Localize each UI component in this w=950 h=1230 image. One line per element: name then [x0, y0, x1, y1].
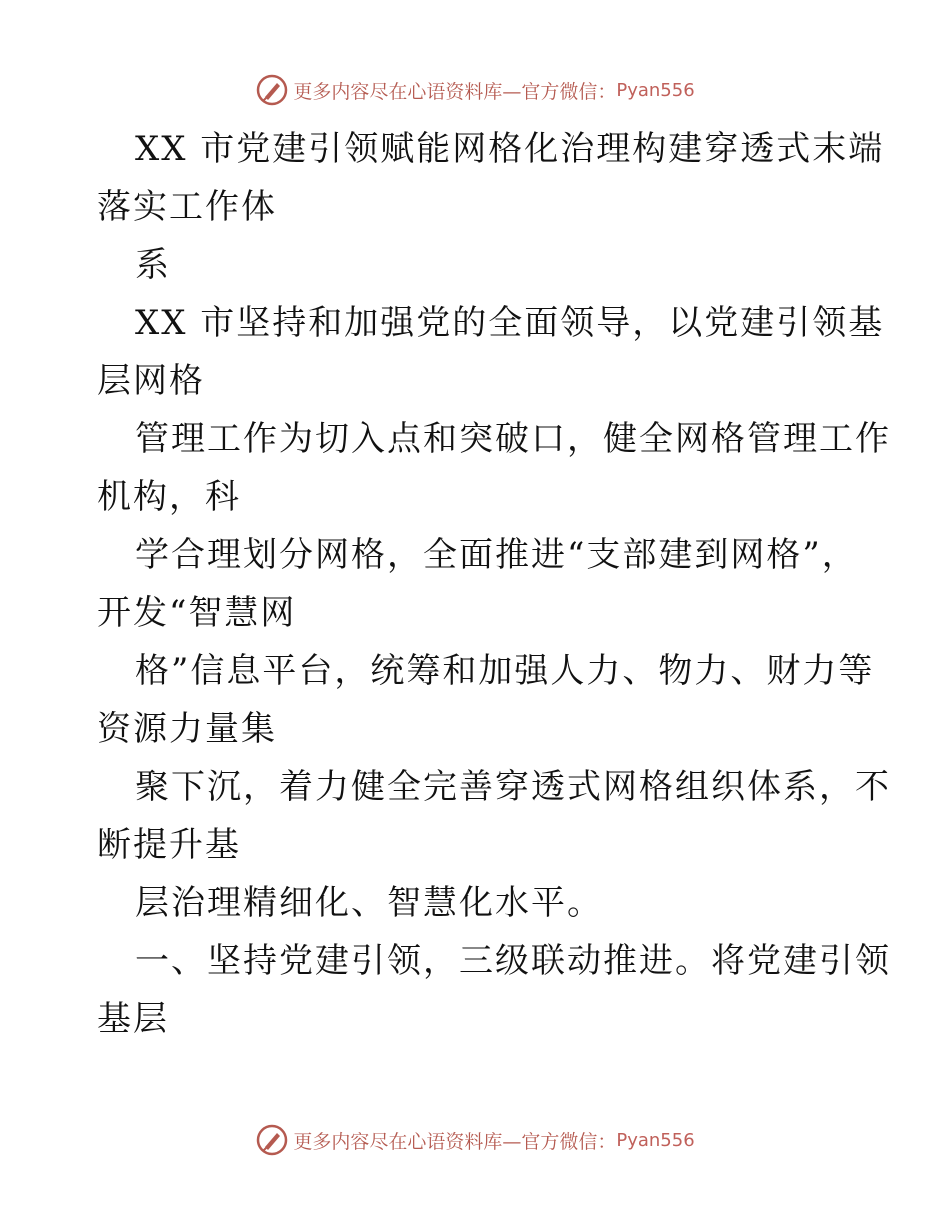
pen-nib-logo-icon: [255, 1123, 289, 1157]
section-heading-line: 一、坚持党建引领，三级联动推进。将党建引领: [135, 941, 891, 981]
paragraph-line: 格”信息平台，统筹和加强人力、物力、财力等: [135, 651, 875, 691]
watermark-wechat-id: Pyan556: [616, 1129, 695, 1151]
paragraph-line: 机构，科: [97, 477, 241, 517]
paragraph-line: 层治理精细化、智慧化水平。: [135, 883, 603, 923]
watermark-text: 更多内容尽在心语资料库—官方微信：: [293, 1130, 617, 1153]
watermark-text: 更多内容尽在心语资料库—官方微信：: [293, 80, 617, 103]
paragraph-line: 管理工作为切入点和突破口，健全网格管理工作: [135, 419, 891, 459]
footer-watermark: [0, 1122, 950, 1158]
watermark-wechat-id: Pyan556: [616, 79, 695, 101]
title-line-3: 系: [135, 245, 171, 285]
header-watermark: [0, 72, 950, 108]
title-line-2: 落实工作体: [97, 187, 277, 227]
paragraph-line: 层网格: [97, 361, 205, 401]
paragraph-line: XX 市坚持和加强党的全面领导，以党建引领基: [135, 303, 885, 343]
paragraph-line: 聚下沉，着力健全完善穿透式网格组织体系，不: [135, 767, 891, 807]
paragraph-line: 学合理划分网格，全面推进“支部建到网格”，: [135, 535, 858, 575]
paragraph-line: 基层: [97, 999, 169, 1039]
paragraph-line: 开发“智慧网: [97, 593, 297, 633]
paragraph-line: 断提升基: [97, 825, 241, 865]
document-body: [97, 120, 891, 1048]
title-line-1: XX 市党建引领赋能网格化治理构建穿透式末端: [135, 129, 885, 169]
pen-nib-logo-icon: [255, 73, 289, 107]
paragraph-line: 资源力量集: [97, 709, 277, 749]
